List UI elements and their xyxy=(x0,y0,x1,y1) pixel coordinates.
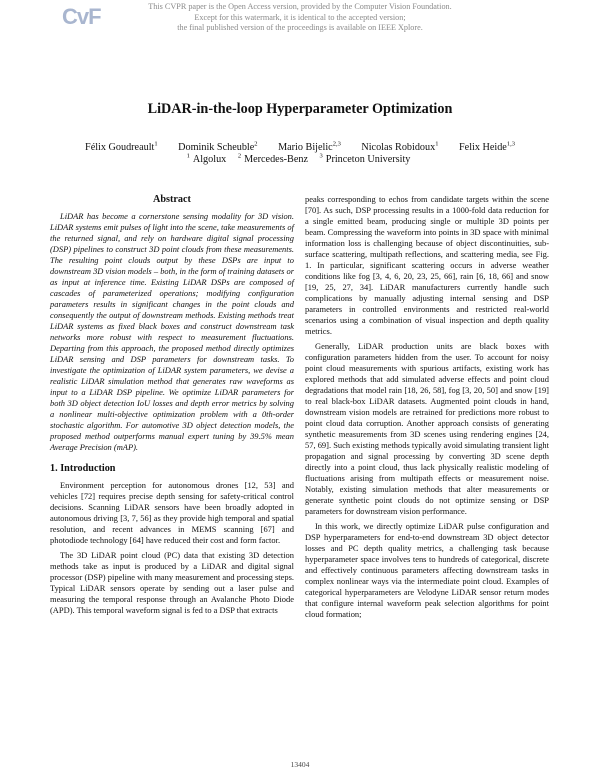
abstract-text: LiDAR has become a cornerstone sensing modality for 3D vision. LiDAR systems emit pulses of light into the scene, take measurements of the returned signal, and rely on hardware digital signal processing (DSP) pipelines to construct 3D point clouds from these measurements. The resulting point clouds output by these DSPs are input to downstream 3D vision models – both, in the form of training datasets or as input at inference time. Existing LiDAR DSPs are composed of cascades of parameterized operations; modifying configuration parameters results in significant changes in the point clouds and consequently the output of downstream methods. Existing methods treat LiDAR systems as fixed black boxes and construct downstream task networks more robust with respect to measurement fluctuations. Departing from this approach, the proposed method directly optimizes LiDAR sensing and DSP parameters for downstream tasks. To investigate the optimization of LiDAR system parameters, we devise a realistic LiDAR simulation method that generates raw waveforms as input to a LiDAR DSP pipeline. We optimize LiDAR parameters for both 3D object detection IoU losses and depth error metrics by solving a nonlinear multi-objective optimization problem with a 0th-order stochastic algorithm. For automotive 3D object detection models, the proposed method outperforms manual expert tuning by 39.5% mean Average Precision (mAP). xyxy=(50,211,294,452)
abstract-heading: Abstract xyxy=(153,194,191,205)
affiliation: $^1$ Algolux xyxy=(186,153,227,166)
paper-title: LiDAR-in-the-loop Hyperparameter Optimization xyxy=(147,101,453,117)
affiliation: $^3$ Princeton University xyxy=(319,153,411,166)
watermark-line-3: the final published version of the proceedings is available on IEEE Xplore. xyxy=(177,23,423,32)
right-paragraph-2: Generally, LiDAR production units are black boxes with configuration parameters hidden from the user. To account for noisy point cloud measurements with spurious artifacts, existing work has explored methods that add simulated adverse effects and point cloud degradations that model rain [18, 26, 58], fog [3, 20, 50] and snow [19] to real black-box LiDAR datasets. Augmented point clouds in hand, downstream vision models are retrained for predictions more robust to point cloud data corruption. Another approach consists of generating synthetic measurements from 3D scenes using rendering engines [24, 57, 69]. Such existing methods typically avoid simulating transient light propagation and signal processing by converting 3D scene depth directly into a point cloud, thus lack physically realistic modeling of fluctuations arising from multipath effects or measurement noise. Notably, existing simulation methods that alter measurements or generate synthetic point clouds do not optimize sensing or DSP parameters for downstream vision performance. xyxy=(305,341,549,516)
affiliation-list xyxy=(0,153,600,165)
right-paragraph-1: peaks corresponding to echos from candidate targets within the scene [70]. As such, DSP processing results in a 1000-fold data reduction for a single emitted beam, producing single or multiple 3D points per beam. Compressing the waveform into points in 3D space with minimal information loss is challenging because of object discontinuities, sub-surface scattering, multipath reflections, and scattering media, see Fig. 1. In particular, significant scattering occurs in adverse weather conditions like fog [3, 4, 6, 20, 23, 25, 66], rain [6, 18, 66] and snow [19, 25, 27, 34]. LiDAR manufacturers currently handle such complications by manually adjusting internal sensing and DSP parameters in controlled environments and restricted real-world scenarios using a combination of visual inspection and depth quality metrics. xyxy=(305,194,549,336)
intro-paragraph-1: Environment perception for autonomous drones [12, 53] and vehicles [72] requires precise depth sensing for safety-critical control decisions. Scanning LiDAR sensors have been broadly adopted in autonomous driving [3, 7, 56] as they provide high temporal and spatial resolution, and recent advances in MEMS scanning [67] and photodiode technology [64] have reduced their cost and form factor. xyxy=(50,480,294,545)
right-paragraph-3: In this work, we directly optimize LiDAR pulse configuration and DSP hyperparameters for end-to-end downstream 3D object detector losses and PC depth quality metrics, a challenging task because hyperparameter space involves tens to hundreds of categorical, discrete and effectively continuous parameters affecting downstream tasks in complex nonlinear ways via the intermediate point cloud. Examples of categorical hyperparameters are Velodyne LiDAR sensor return modes that configure internal waveform peak selection algorithms for point cloud formation; xyxy=(305,521,549,619)
intro-paragraph-2: The 3D LiDAR point cloud (PC) data that existing 3D detection methods take as input is produced by a LiDAR and digital signal processor (DSP) pipeline with many measurement and processing steps. Typical LiDAR sensors operate by sending out a laser pulse and measuring the temporal response through an Avalanche Photo Diode (APD). This temporal waveform signal is fed to a DSP that extracts xyxy=(50,550,294,615)
left-column xyxy=(50,194,294,620)
author: Dominik Scheuble$^2$ xyxy=(178,141,258,154)
right-column xyxy=(305,194,549,624)
cvf-logo: CvF xyxy=(62,4,101,29)
author: Mario Bijelic$^{2,3}$ xyxy=(278,141,341,154)
author: Nicolas Robidoux$^1$ xyxy=(361,141,439,154)
author: Félix Goudreault$^1$ xyxy=(85,141,158,154)
affiliation: $^2$ Mercedes-Benz xyxy=(237,153,308,166)
page-number: 13404 xyxy=(290,760,310,769)
watermark-line-1: This CVPR paper is the Open Access version, provided by the Computer Vision Foundation. xyxy=(148,2,452,11)
watermark-line-2: Except for this watermark, it is identical to the accepted version; xyxy=(194,12,406,22)
author: Felix Heide$^{1,3}$ xyxy=(459,141,515,154)
introduction-heading: 1. Introduction xyxy=(50,463,116,474)
